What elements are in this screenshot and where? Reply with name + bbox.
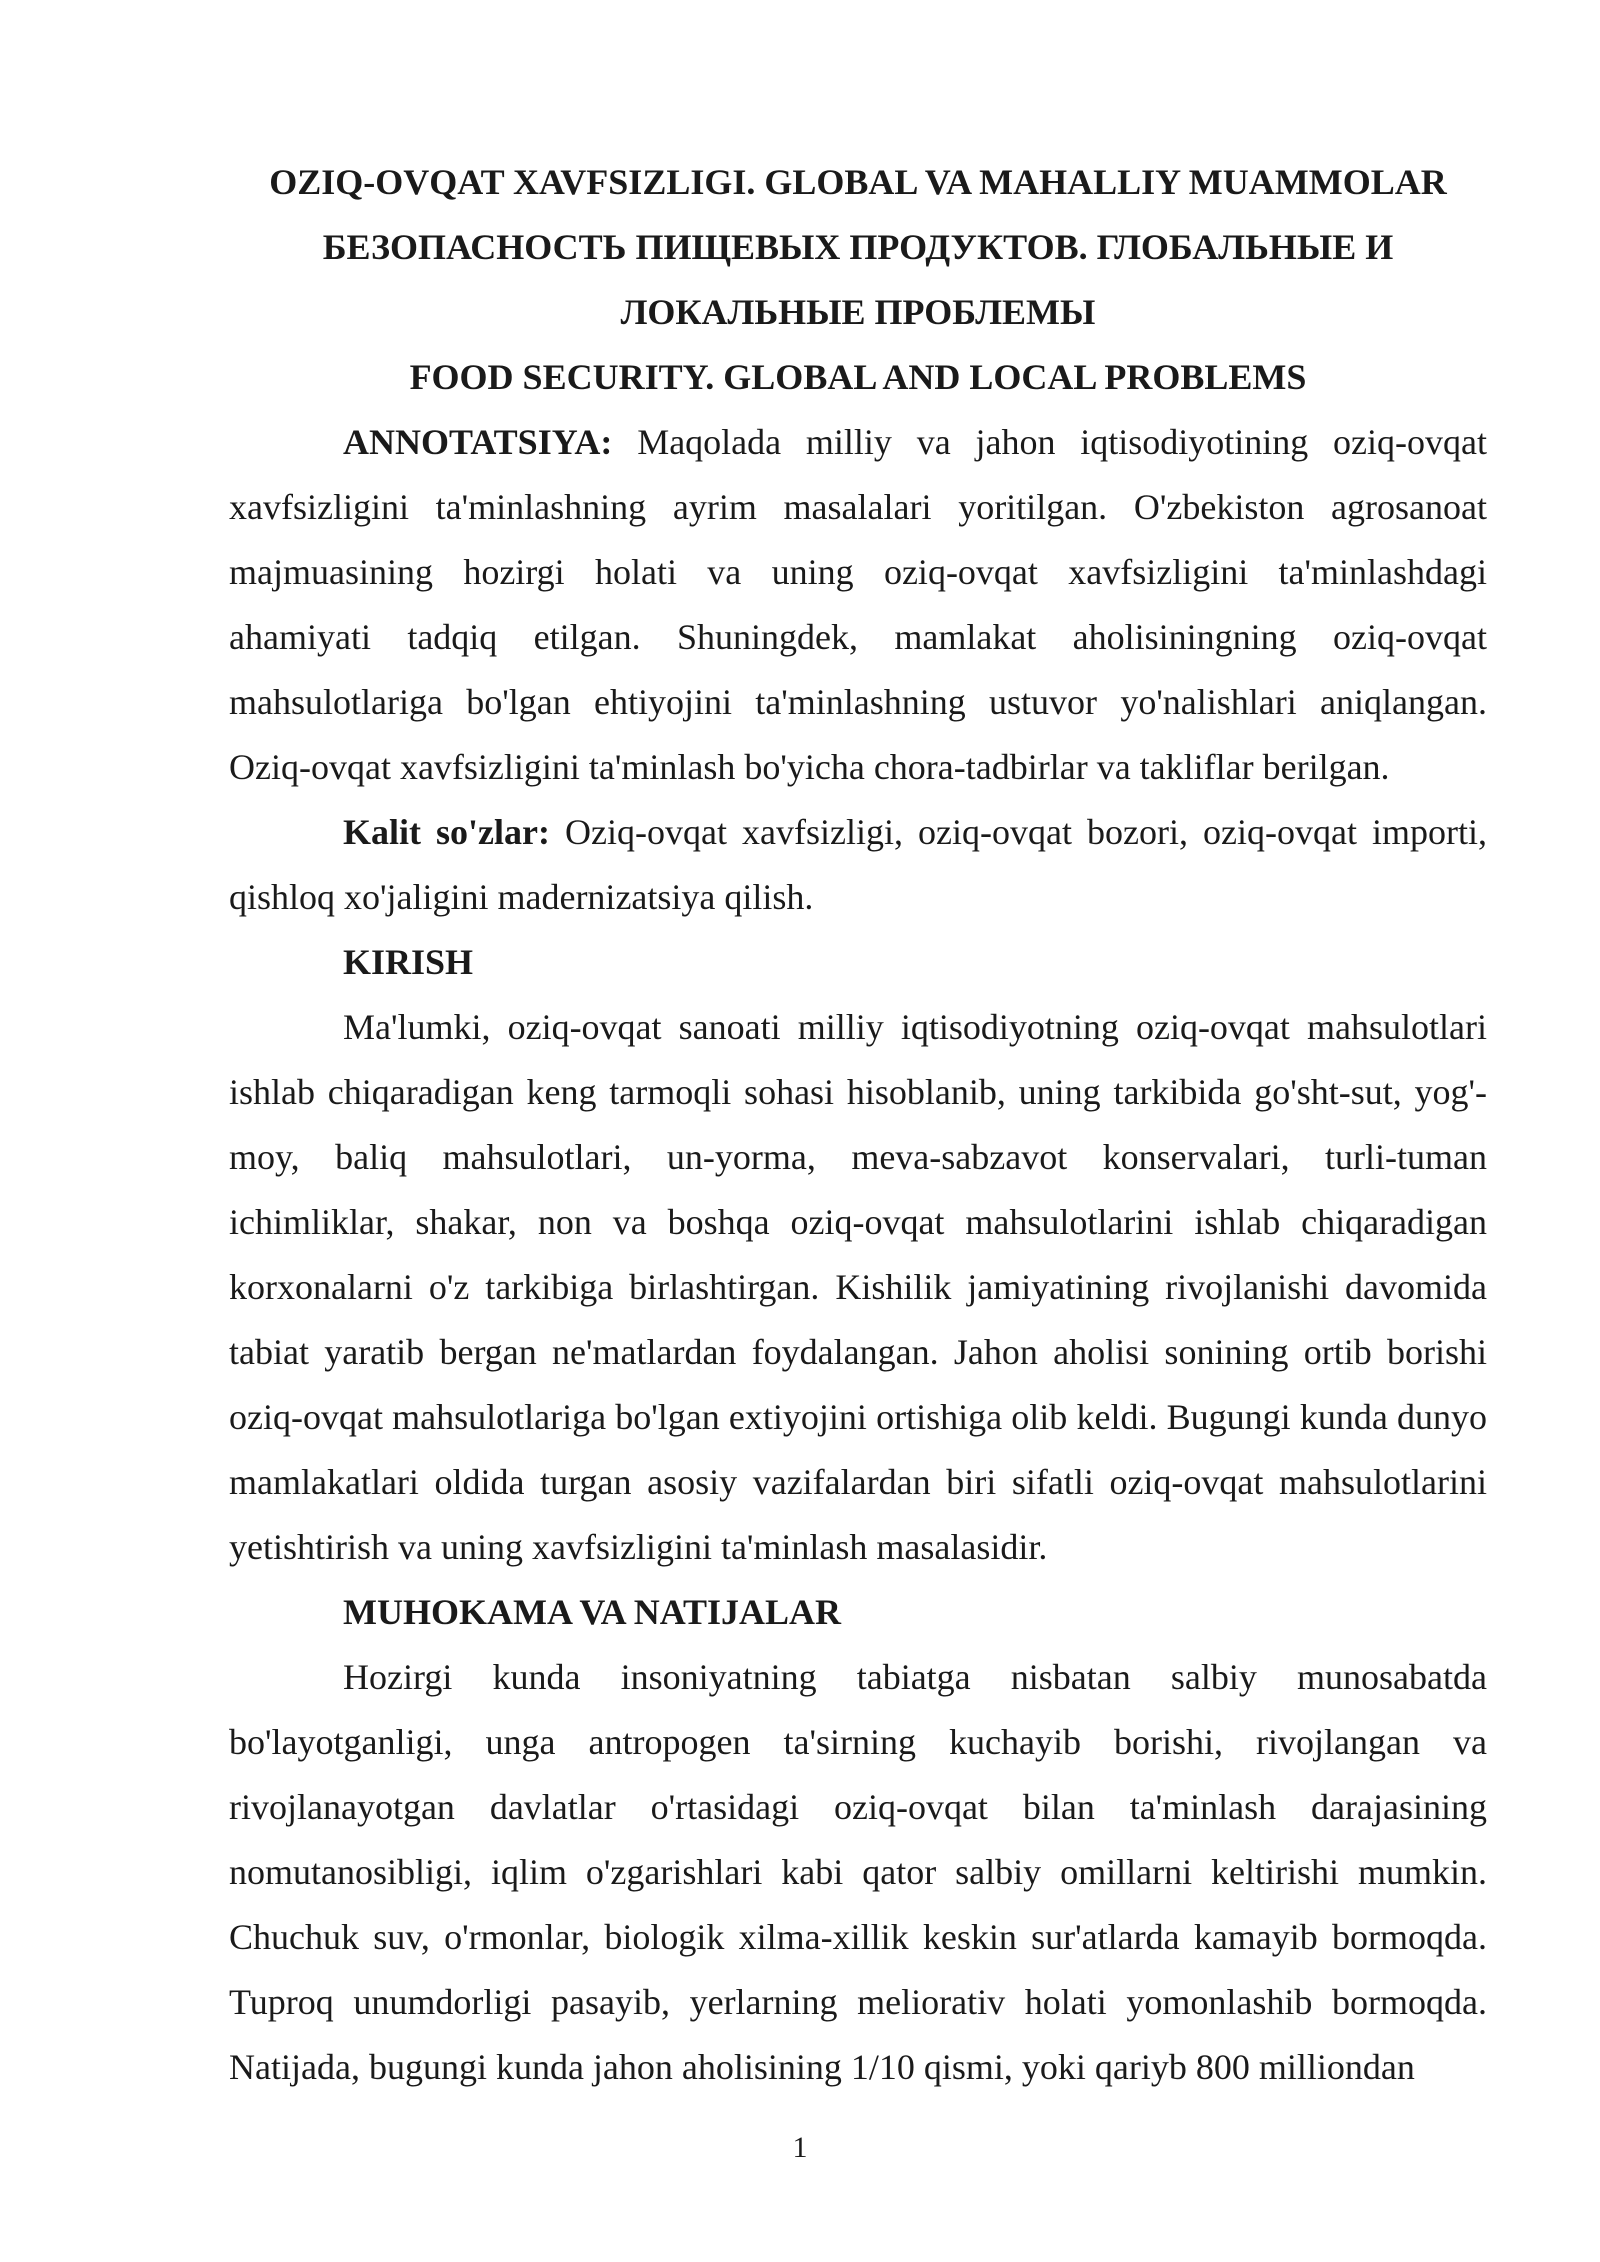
introduction-heading: KIRISH: [343, 942, 474, 982]
keywords-paragraph: [229, 800, 1487, 930]
introduction-paragraph: Ma'lumki, oziq-ovqat sanoati milliy iqtisodiyotning oziq-ovqat mahsulotlari ishlab chiqaradigan keng tarmoqli sohasi hisoblanib, uning tarkibida go'sht-sut, yog'-moy, baliq mahsulotlari, un-yorma, meva-sabzavot konservalari, turli-tuman ichimliklar, shakar, non va boshqa oziq-ovqat mahsulotlarini ishlab chiqaradigan korxonalarni o'z tarkibiga birlashtirgan. Kishilik jamiyatining rivojlanishi davomida tabiat yaratib bergan ne'matlardan foydalangan. Jahon aholisi sonining ortib borishi oziq-ovqat mahsulotlariga bo'lgan extiyojini ortishiga olib keldi. Bugungi kunda dunyo mamlakatlari oldida turgan asosiy vazifalardan biri sifatli oziq-ovqat mahsulotlarini yetishtirish va uning xavfsizligini ta'minlash masalasidir.: [229, 1007, 1487, 1567]
annotation-paragraph: [229, 410, 1487, 800]
discussion-paragraph: Hozirgi kunda insoniyatning tabiatga nisbatan salbiy munosabatda bo'layotganligi, unga antropogen ta'sirning kuchayib borishi, rivojlangan va rivojlanayotgan davlatlar o'rtasidagi oziq-ovqat bilan ta'minlash darajasining nomutanosibligi, iqlim o'zgarishlari kabi qator salbiy omillarni keltirishi mumkin. Chuchuk suv, o'rmonlar, biologik xilma-xillik keskin sur'atlarda kamayib bormoqda. Tuproq unumdorligi pasayib, yerlarning meliorativ holati yomonlashib bormoqda. Natijada, bugungi kunda jahon aholisining 1/10 qismi, yoki qariyb 800 milliondan: [229, 1657, 1487, 2087]
keywords-label: Kalit so'zlar:: [343, 812, 550, 852]
page-number: 1: [792, 2131, 808, 2164]
annotation-label: ANNOTATSIYA:: [343, 422, 613, 462]
keywords-text: Oziq-ovqat xavfsizligi, oziq-ovqat bozori, oziq-ovqat importi, qishloq xo'jaligini madernizatsiya qilish.: [229, 812, 1488, 917]
title-english: FOOD SECURITY. GLOBAL AND LOCAL PROBLEMS: [409, 357, 1307, 397]
title-uzbek: OZIQ-OVQAT XAVFSIZLIGI. GLOBAL VA MAHALLIY MUAMMOLAR: [269, 162, 1447, 202]
discussion-heading: MUHOKAMA VA NATIJALAR: [343, 1592, 842, 1632]
title-russian: БЕЗОПАСНОСТЬ ПИЩЕВЫХ ПРОДУКТОВ. ГЛОБАЛЬНЫЕ И ЛОКАЛЬНЫЕ ПРОБЛЕМЫ: [322, 227, 1394, 332]
document-body: [229, 150, 1487, 2100]
annotation-text: Maqolada milliy va jahon iqtisodiyotining oziq-ovqat xavfsizligini ta'minlashning ayrim masalalari yoritilgan. O'zbekiston agrosanoat majmuasining hozirgi holati va uning oziq-ovqat xavfsizligini ta'minlashdagi ahamiyati tadqiq etilgan. Shuningdek, mamlakat aholisiningning oziq-ovqat mahsulotlariga bo'lgan ehtiyojini ta'minlashning ustuvor yo'nalishlari aniqlangan. Oziq-ovqat xavfsizligini ta'minlash bo'yicha chora-tadbirlar va takliflar berilgan.: [229, 422, 1488, 787]
